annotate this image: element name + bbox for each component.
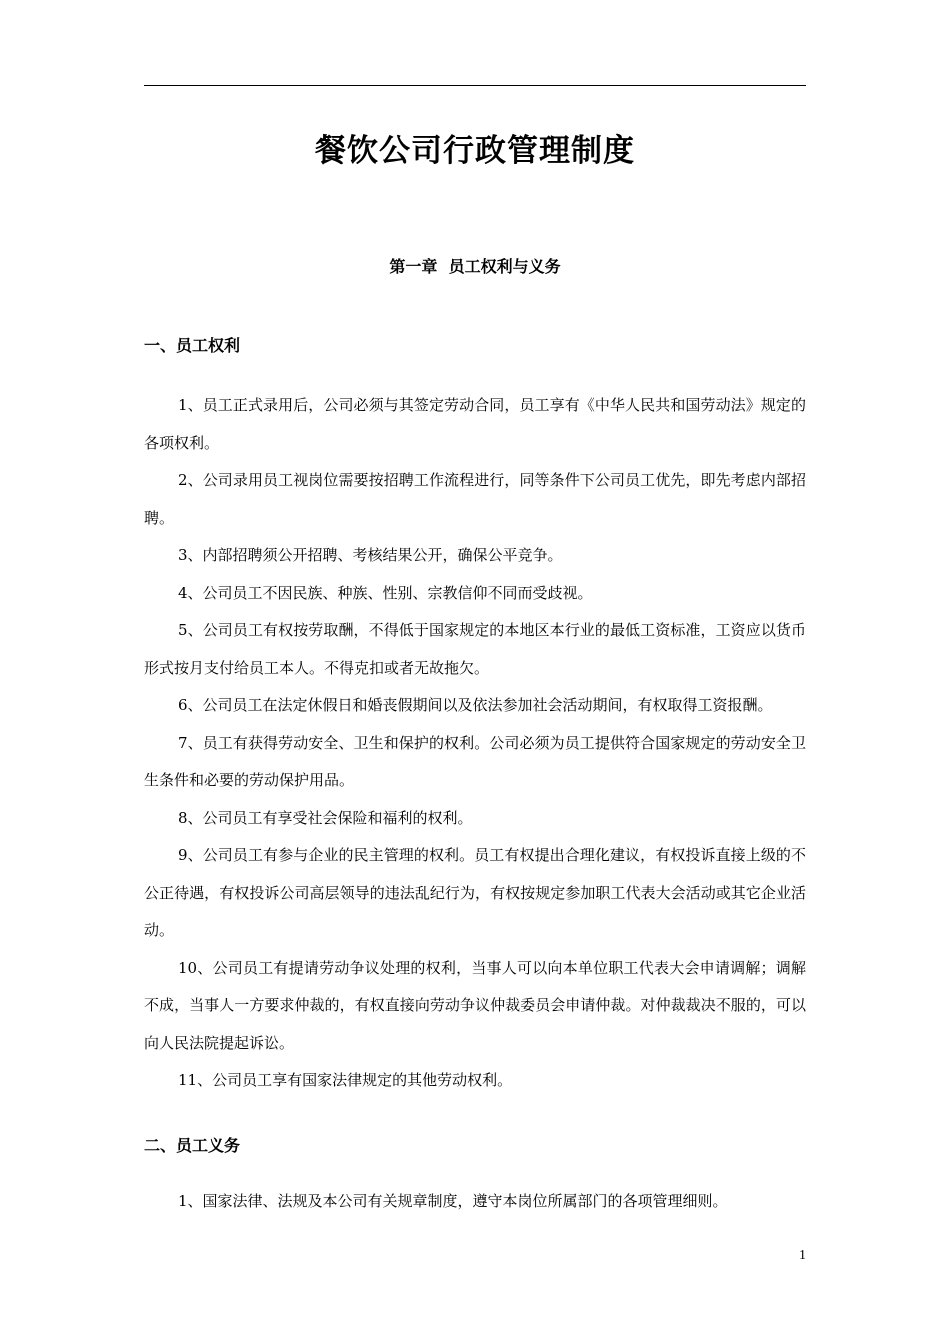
rights-paragraph-1: 1、员工正式录用后，公司必须与其签定劳动合同，员工享有《中华人民共和国劳动法》规定的各项权利。: [144, 396, 806, 452]
rights-paragraph-8: 8、公司员工有享受社会保险和福利的权利。: [178, 808, 473, 827]
section-heading-rights: 一、员工权利: [144, 336, 241, 355]
rights-paragraph-4: 4、公司员工不因民族、种族、性别、宗教信仰不同而受歧视。: [178, 583, 593, 602]
rights-paragraph-5: 5、公司员工有权按劳取酬，不得低于国家规定的本地区本行业的最低工资标准，工资应以货币形式按月支付给员工本人。不得克扣或者无故拖欠。: [144, 621, 806, 677]
rights-paragraph-9: 9、公司员工有参与企业的民主管理的权利。员工有权提出合理化建议，有权投诉直接上级的不公正待遇，有权投诉公司高层领导的违法乱纪行为，有权按规定参加职工代表大会活动或其它企业活动。: [144, 846, 806, 939]
duties-paragraph-list: [144, 1183, 806, 1221]
rights-paragraph-2: 2、公司录用员工视岗位需要按招聘工作流程进行，同等条件下公司员工优先，即先考虑内部招聘。: [144, 471, 806, 527]
header-rule: [144, 85, 806, 86]
rights-paragraph-6: 6、公司员工在法定休假日和婚丧假期间以及依法参加社会活动期间，有权取得工资报酬。: [178, 696, 773, 714]
rights-paragraph-11: 11、公司员工享有国家法律规定的其他劳动权利。: [178, 1071, 513, 1089]
section-heading-duties: 二、员工义务: [144, 1136, 241, 1155]
rights-paragraph-3: 3、内部招聘须公开招聘、考核结果公开，确保公平竞争。: [178, 546, 563, 564]
chapter-title: 第一章 员工权利与义务: [389, 257, 561, 276]
duties-paragraph-1: 1、国家法律、法规及本公司有关规章制度，遵守本岗位所属部门的各项管理细则。: [178, 1192, 728, 1210]
rights-paragraph-10: 10、公司员工有提请劳动争议处理的权利，当事人可以向本单位职工代表大会申请调解；调解不成，当事人一方要求仲裁的，有权直接向劳动争议仲裁委员会申请仲裁。对仲裁裁决不服的，可以向人民法院提起诉讼。: [144, 958, 806, 1052]
document-title: 餐饮公司行政管理制度: [315, 133, 635, 169]
page-number: 1: [799, 1248, 806, 1263]
rights-paragraph-7: 7、员工有获得劳动安全、卫生和保护的权利。公司必须为员工提供符合国家规定的劳动安全卫生条件和必要的劳动保护用品。: [144, 733, 806, 789]
rights-paragraph-list: [144, 387, 806, 1100]
